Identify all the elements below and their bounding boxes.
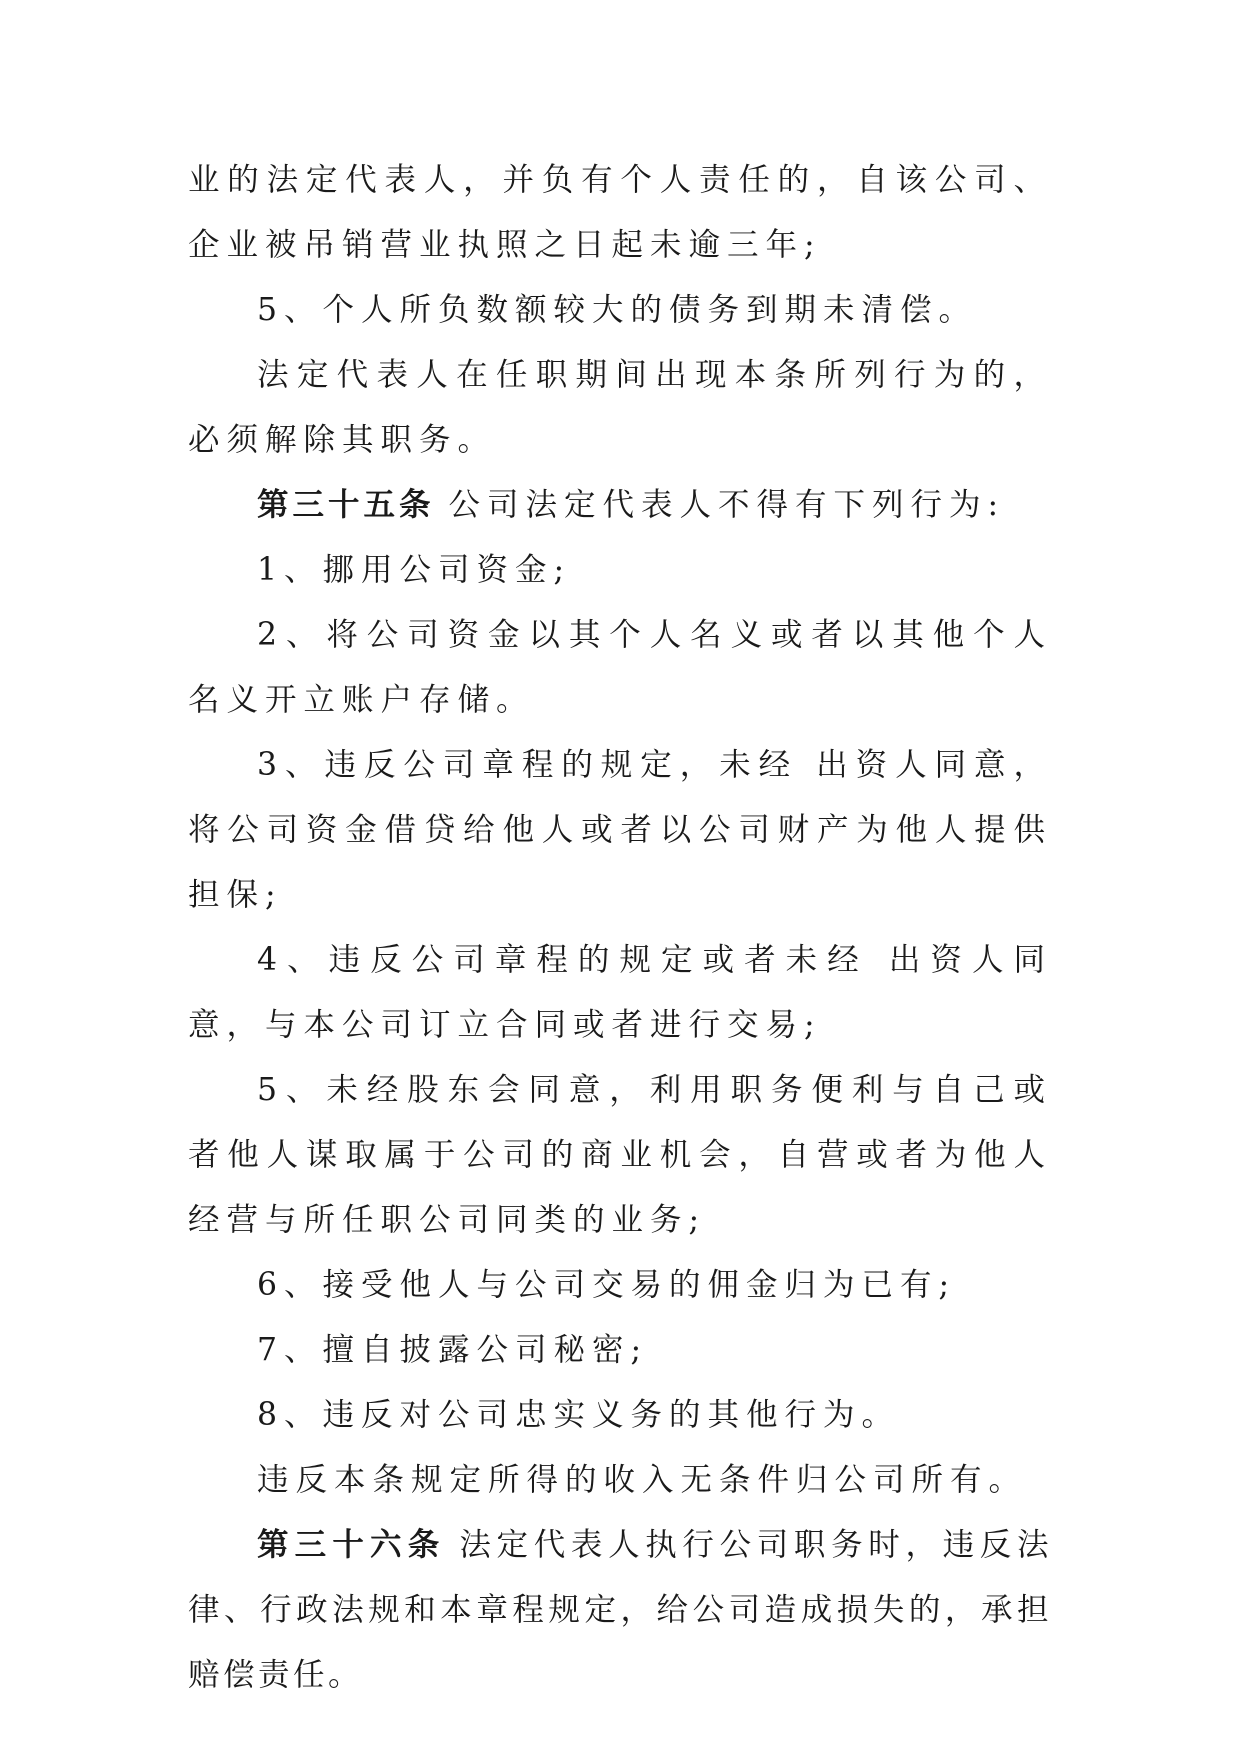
paragraph-item-6: 6、接受他人与公司交易的佣金归为已有; (257, 1267, 957, 1303)
paragraph-item-3: 3、违反公司章程的规定，未经 出资人同意，将公司资金借贷给他人或者以公司财产为他人提供担保; (188, 747, 1052, 913)
paragraph-item-8: 8、违反对公司忠实义务的其他行为。 (257, 1397, 901, 1433)
paragraph-item-7: 7、擅自披露公司秘密; (257, 1332, 649, 1368)
paragraph-article-35 (188, 473, 1052, 538)
paragraph-article-36 (188, 1513, 1052, 1708)
paragraph-item-1: 1、挪用公司资金; (257, 552, 572, 588)
paragraph-item-5: 5、未经股东会同意，利用职务便利与自己或者他人谋取属于公司的商业机会，自营或者为他人经营与所任职公司同类的业务; (188, 1072, 1052, 1238)
paragraph-item-2: 2、将公司资金以其个人名义或者以其他个人名义开立账户存储。 (188, 617, 1052, 718)
paragraph-item-5-debt: 5、个人所负数额较大的债务到期未清偿。 (257, 292, 978, 328)
document-body (188, 148, 1052, 1708)
article-35-text: 公司法定代表人不得有下列行为: (448, 487, 1006, 523)
article-36-title: 第三十六条 (257, 1527, 446, 1563)
article-36-text: 法定代表人执行公司职务时，违反法律、行政法规和本章程规定，给公司造成损失的，承担赔偿责任。 (188, 1527, 1052, 1693)
article-35-title: 第三十五条 (257, 487, 435, 523)
paragraph-income-clause: 违反本条规定所得的收入无条件归公司所有。 (257, 1462, 1028, 1498)
paragraph-dismissal-clause: 法定代表人在任职期间出现本条所列行为的，必须解除其职务。 (188, 357, 1052, 458)
paragraph-continuation: 业的法定代表人，并负有个人责任的，自该公司、企业被吊销营业执照之日起未逾三年; (188, 162, 1052, 263)
paragraph-item-4: 4、违反公司章程的规定或者未经 出资人同意，与本公司订立合同或者进行交易; (188, 942, 1052, 1043)
